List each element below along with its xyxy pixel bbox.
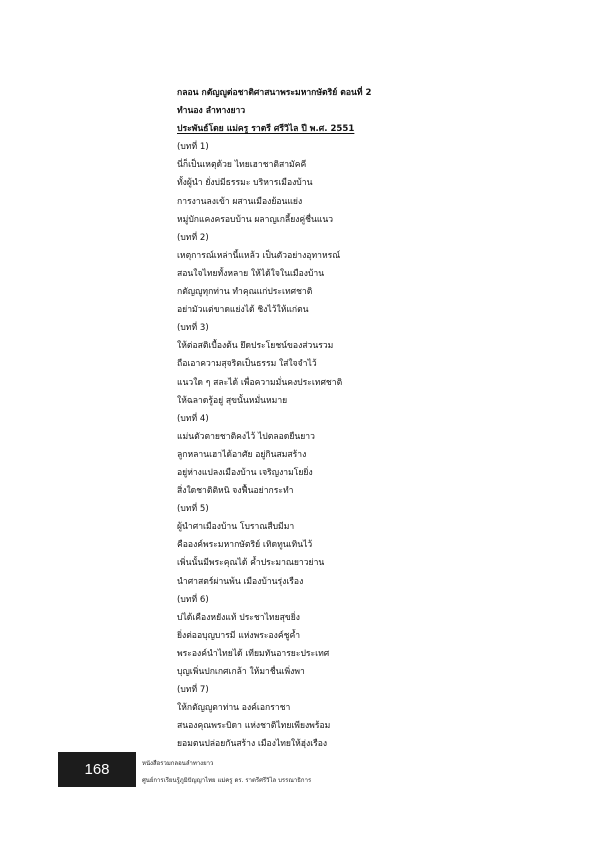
verse-line: กตัญญูทุกท่าน ทำคุณแก่ประเทศชาติ [177,287,313,298]
footer-book-title: หนังสือรวมกลอนลำทางยาว [142,760,214,767]
verse-line: แนวใด ๆ สละได้ เพื่อความมั่นคงประเทศชาติ [177,377,343,388]
stanza-heading: (บทที่ 5) [177,504,209,515]
verse-line: ลูกหลานเฮาได้อาศัย อยู่กินสมสร้าง [177,449,307,460]
footer-publisher: ศูนย์การเรียนรู้ภูมิปัญญาไทย แม่ครู ดร. ราตรีศรีวิไล บรรณาธิการ [142,777,312,784]
verse-line: บ่ได้เคืองหยังแท้ ประชาไทยสุขยิ่ง [177,612,300,623]
verse-line: ทั้งผู้นำ ยั่งบ่มีธรรมะ บริหารเมืองบ้าน [177,178,313,189]
verse-line: ผู้นำศาเมืองบ้าน โบราณสืบมีมา [177,522,295,533]
poem-credit: ประพันธ์โดย แม่ครู ราตรี ศรีวิไล ปี พ.ศ. 2551 [177,124,355,135]
stanza-heading: (บทที่ 7) [177,685,209,696]
page-number-box [58,752,136,787]
verse-line: ให้กตัญญูตาท่าน องค์เอกราชา [177,703,291,714]
verse-line: เพิ่นนั้นมีพระคุณได้ ค้ำประมาณยาวย่าน [177,558,325,569]
verse-line: สิ่งใดชาติติหนิ จงฟื้นอย่ากระทำ [177,486,294,497]
verse-line: อยู่ห่างแปลงเมืองบ้าน เจริญงามโยยิ่ง [177,467,313,478]
poem-melody: ทำนอง ลำทางยาว [177,106,246,117]
verse-line: แม่นตัวตายชาติคงไว้ ไปตลอดยืนยาว [177,431,315,442]
verse-line: สอนใจไทยทั้งหลาย ให้ได้ใจในเมืองบ้าน [177,268,325,279]
verse-line: ให้ฉลาดรู้อยู่ สุขนั้นหมั่นหมาย [177,395,288,406]
page-number: 168 [84,761,110,778]
verse-line: นำศาสตร์ผ่านพ้น เมืองบ้านรุ่งเรือง [177,576,304,587]
verse-line: อย่ามัวแต่ขาดแย่งได้ ชิงไว้ให้แก่ตน [177,305,309,316]
verse-line: หมู่บักแคงครอบบ้าน ผลาญเกลี้ยงคู่ชื่นแนว [177,214,334,225]
verse-line: ถือเอาความสุจริตเป็นธรรม ใส่ใจจำไว้ [177,359,317,370]
verse-line: ให้ต่อสติเบื้องต้น ยึดประโยชน์ของส่วนรวม [177,341,334,352]
footer-info [142,755,562,789]
stanza-heading: (บทที่ 3) [177,323,209,334]
verse-line: พระองค์นำไทยได้ เทียมทันอารยะประเทศ [177,648,330,659]
verse-line: บุญเพิ่นปกเกศเกล้า ให้มาชื่นเพิ่งพา [177,667,305,677]
verse-line: สนองคุณพระบิดา แห่งชาติไทยเพียงพร้อม [177,721,331,732]
poem-lines [177,138,557,753]
verse-line: ยอมตนปล่อยกันสร้าง เมืองไทยให้ฮุ่งเรือง [177,739,328,750]
verse-line: การงานลงเข้า ผสานเมืองย้อนแย่ง [177,196,303,207]
poem-title: กลอน กตัญญูต่อชาติศาสนาพระมหากษัตริย์ ตอนที่ 2 [177,88,372,98]
verse-line: เหตุการณ์เหล่านี้แหล้ว เป็นตัวอย่างอุทาหรณ์ [177,250,341,261]
verse-line: ยิ่งต่ออบุญบารมี แห่งพระองค์ชูค้ำ [177,630,301,641]
verse-line: คือองค์พระมหากษัตริย์ เทิดทูนเทินไว้ [177,540,313,551]
stanza-heading: (บทที่ 2) [177,232,209,243]
stanza-heading: (บทที่ 6) [177,594,209,605]
poem-content [177,84,557,753]
verse-line: นี่ก็เป็นเหตุด้วย ไทยเฮาชาติสามัคคี [177,160,307,171]
stanza-heading: (บทที่ 1) [177,142,209,153]
stanza-heading: (บทที่ 4) [177,413,209,424]
